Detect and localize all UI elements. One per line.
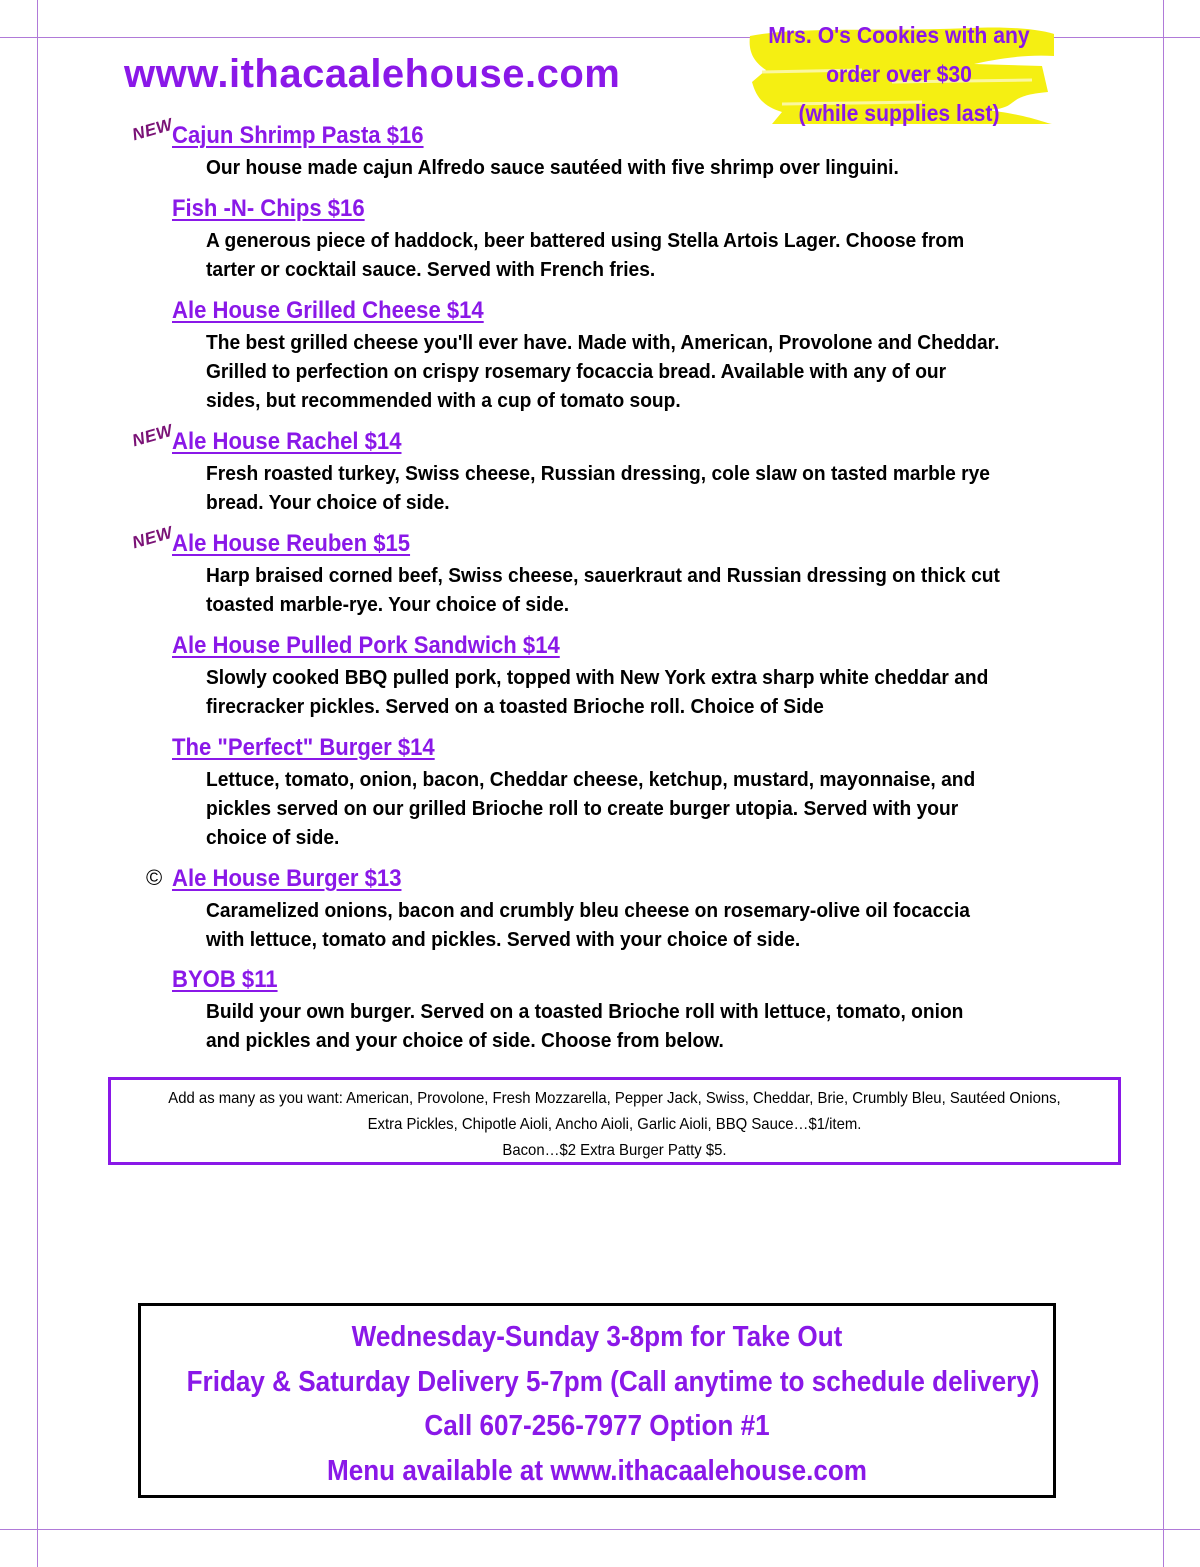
menu-item-title[interactable]: Ale House Pulled Pork Sandwich $14 xyxy=(172,632,560,659)
addons-box xyxy=(108,1077,1121,1165)
promo-callout xyxy=(742,12,1056,124)
menu-item-rachel xyxy=(130,420,1072,518)
addons-line: Extra Pickles, Chipotle Aioli, Ancho Aioli, Garlic Aioli, BBQ Sauce…$1/item. xyxy=(367,1116,862,1133)
menu-item-description: Fresh roasted turkey, Swiss cheese, Russian dressing, cole slaw on tasted marble rye bread. Your choice of side. xyxy=(206,463,990,514)
phone-number[interactable]: Call 607-256-7977 Option #1 xyxy=(424,1410,770,1442)
new-badge: NEW xyxy=(130,420,175,451)
promo-line: Mrs. O's Cookies with any xyxy=(768,22,1030,48)
menu-item-description: A generous piece of haddock, beer battered using Stella Artois Lager. Choose from tarter or cocktail sauce. Served with French fries. xyxy=(206,230,965,281)
menu-item-title[interactable]: The "Perfect" Burger $14 xyxy=(172,734,435,761)
promo-line: order over $30 xyxy=(826,61,972,87)
menu-item-pulled-pork xyxy=(172,632,1072,722)
menu-item-description: Our house made cajun Alfredo sauce sautéed with five shrimp over linguini. xyxy=(206,157,899,179)
menu-item-title[interactable]: Ale House Rachel $14 xyxy=(172,428,402,455)
addons-line: Bacon…$2 Extra Burger Patty $5. xyxy=(502,1142,727,1159)
menu-url[interactable]: Menu available at www.ithacaalehouse.com xyxy=(326,1454,868,1487)
guide-line-left xyxy=(37,0,38,1567)
promo-line: (while supplies last) xyxy=(798,100,1000,126)
menu-item-title[interactable]: BYOB $11 xyxy=(172,966,278,993)
menu-item-title[interactable]: Cajun Shrimp Pasta $16 xyxy=(172,122,424,149)
guide-line-bottom xyxy=(0,1529,1200,1530)
menu-item-grilled-cheese xyxy=(172,297,1072,416)
hours-contact-box xyxy=(138,1303,1056,1498)
hours-delivery: Friday & Saturday Delivery 5-7pm (Call anytime to schedule delivery) xyxy=(186,1365,1040,1398)
menu-item-title[interactable]: Ale House Reuben $15 xyxy=(172,530,411,557)
hours-takeout: Wednesday-Sunday 3-8pm for Take Out xyxy=(351,1321,843,1353)
menu-item-description: Build your own burger. Served on a toasted Brioche roll with lettuce, tomato, onion and pickles and your choice of side. Choose from below. xyxy=(206,1001,964,1052)
menu-item-title[interactable]: Ale House Burger $13 xyxy=(172,865,402,892)
menu-item-description: The best grilled cheese you'll ever have. Made with, American, Provolone and Cheddar. Grilled to perfection on crispy rosemary focaccia bread. Available with any of our sides, but recommended with a cup of tomato soup. xyxy=(206,332,1000,412)
menu-item-reuben xyxy=(130,522,1072,620)
menu-item-title[interactable]: Fish -N- Chips $16 xyxy=(172,195,365,222)
menu-item-description: Slowly cooked BBQ pulled pork, topped with New York extra sharp white cheddar and firecracker pickles. Served on a toasted Brioche roll. Choice of Side xyxy=(206,667,989,718)
new-badge: NEW xyxy=(130,114,175,145)
guide-line-right xyxy=(1163,0,1164,1567)
menu-item-cajun-shrimp-pasta xyxy=(130,114,1072,183)
promo-text xyxy=(755,16,1044,133)
new-badge: NEW xyxy=(130,522,175,553)
menu-item-perfect-burger xyxy=(172,734,1072,853)
addons-line: Add as many as you want: American, Provolone, Fresh Mozzarella, Pepper Jack, Swiss, Cheddar, Brie, Crumbly Bleu, Sautéed Onions, xyxy=(168,1090,1061,1107)
menu-item-byob xyxy=(172,966,1072,1056)
menu-item-description: Lettuce, tomato, onion, bacon, Cheddar cheese, ketchup, mustard, mayonnaise, and pickles served on our grilled Brioche roll to create burger utopia. Served with your choice of side. xyxy=(206,769,976,849)
menu-item-description: Harp braised corned beef, Swiss cheese, sauerkraut and Russian dressing on thick cut toasted marble-rye. Your choice of side. xyxy=(206,565,1000,616)
menu-item-description: Caramelized onions, bacon and crumbly bleu cheese on rosemary-olive oil focaccia with lettuce, tomato and pickles. Served with your choice of side. xyxy=(206,900,970,951)
menu-item-title[interactable]: Ale House Grilled Cheese $14 xyxy=(172,297,484,324)
menu-item-fish-n-chips xyxy=(172,195,1072,285)
site-url-heading[interactable]: www.ithacaalehouse.com xyxy=(124,52,621,96)
menu-item-ale-house-burger xyxy=(146,865,1072,955)
copyright-icon: © xyxy=(146,865,163,890)
